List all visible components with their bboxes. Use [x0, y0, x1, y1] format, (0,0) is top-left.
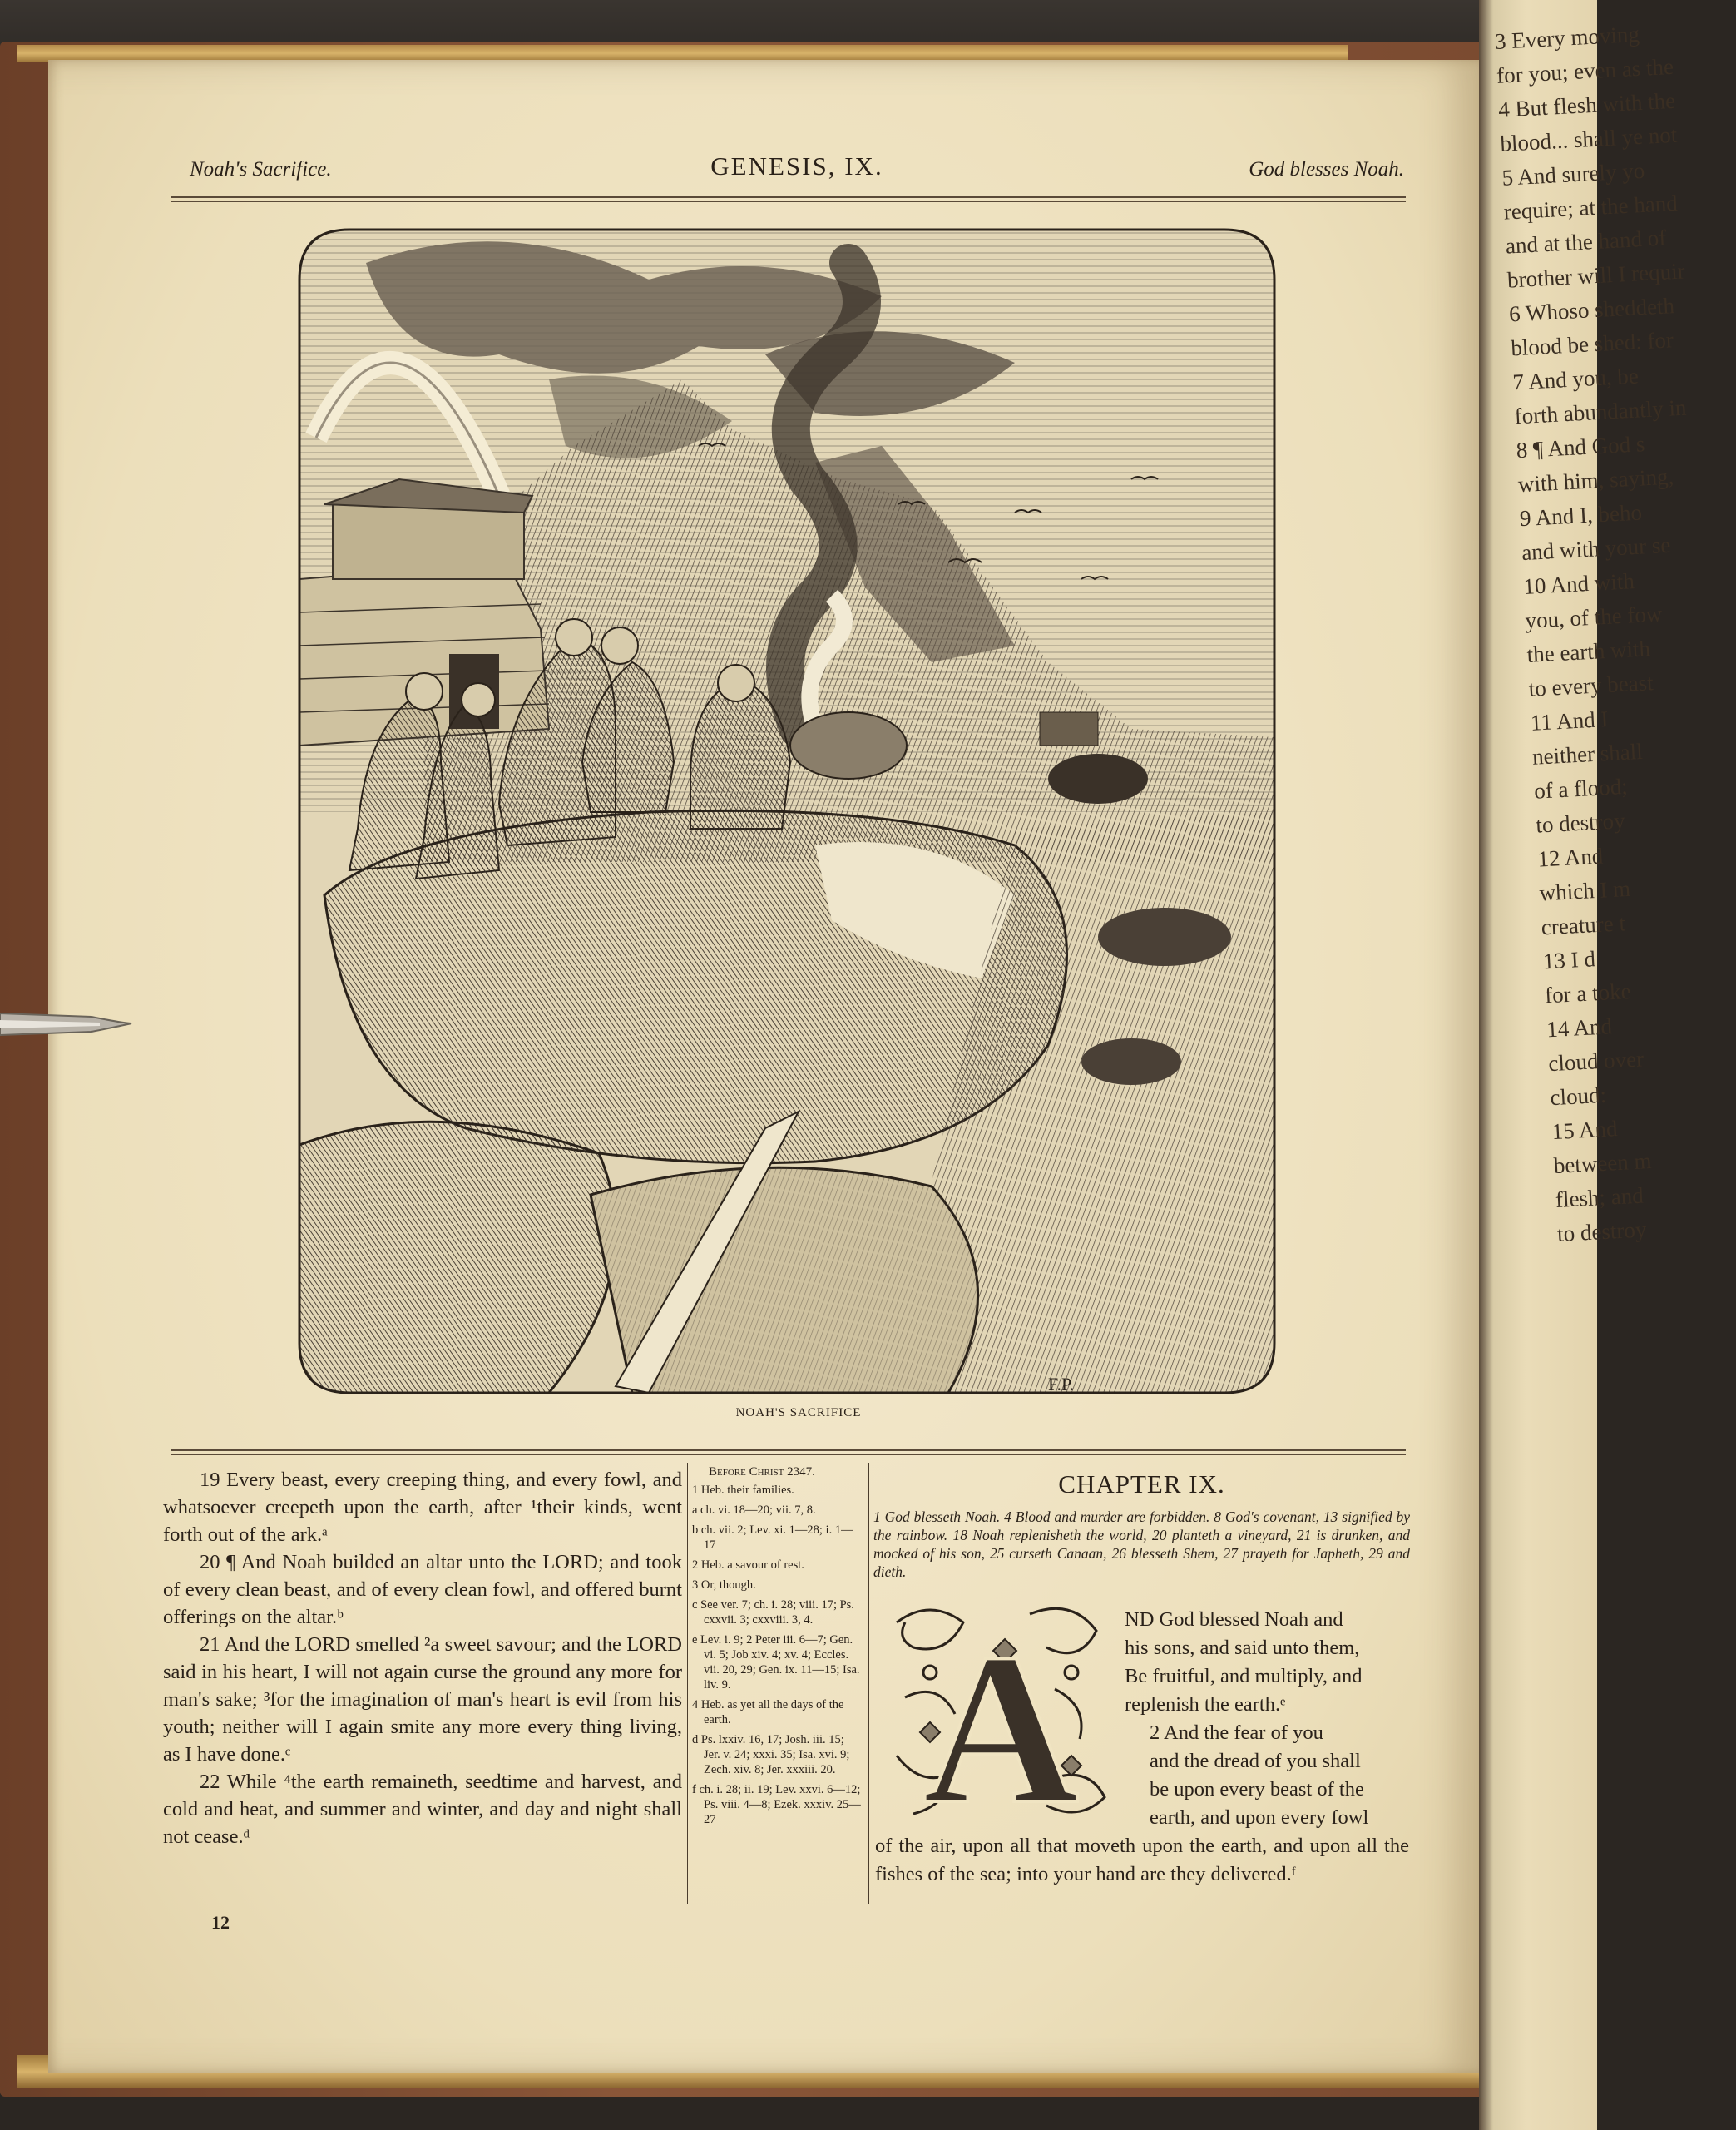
adjacent-page-line: 3 Every moving: [1494, 21, 1640, 54]
marginal-references: [692, 1464, 863, 1832]
reference-note: 1 Heb. their families.: [692, 1484, 794, 1497]
verse-line: his sons, and said unto them,: [1125, 1637, 1360, 1659]
verse-1: [1125, 1606, 1409, 1719]
adjacent-page-line: creature t: [1541, 910, 1626, 940]
adjacent-page-line: 7 And you, be: [1511, 363, 1640, 395]
adjacent-page-line: you, of the fow: [1524, 601, 1664, 633]
adjacent-page-line: and at the hand of: [1505, 225, 1667, 259]
adjacent-page-line: 11 And I: [1530, 706, 1610, 736]
adjacent-page-line: brother will I requir: [1506, 258, 1686, 293]
chronology-heading: Before Christ 2347.: [709, 1465, 815, 1479]
verse-line: 2 And the fear of you: [1150, 1721, 1323, 1744]
chapter-summary: 1 God blesseth Noah. 4 Blood and murder are forbidden. 8 God's covenant, 13 signified by the rainbow. 18 Noah replenisheth the world, 20 planteth a vineyard, 21 is drunken, and mocked of his son, 25 curseth Canaan, 26 blesseth Shem, 27 prayeth for Japheth, 29 and dieth.: [873, 1508, 1410, 1580]
adjacent-page-line: neither shall: [1531, 738, 1644, 770]
verse-line: and the dread of you shall: [1150, 1750, 1361, 1772]
reference-note: e Lev. i. 9; 2 Peter iii. 6—7; Gen. vi. 5; Job xiv. 4; xv. 4; Eccles. vii. 20, 29; Gen. ix. 11—15; Isa. liv. 9.: [692, 1633, 860, 1692]
gilt-edge-top: [17, 45, 1348, 62]
drop-capital-letter: A: [922, 1609, 1079, 1849]
column-divider-left: [687, 1463, 688, 1904]
adjacent-page-line: cloud over: [1547, 1046, 1645, 1077]
engraving-noahs-sacrifice: [299, 230, 1274, 1393]
adjacent-page-line: the earth with: [1526, 636, 1651, 667]
column-divider-right: [868, 1463, 869, 1904]
reference-note: c See ver. 7; ch. i. 28; viii. 17; Ps. cxxvii. 3; cxxviii. 3, 4.: [692, 1598, 854, 1627]
text-top-rule: [171, 1449, 1406, 1451]
adjacent-page-line: require; at the hand: [1502, 190, 1679, 225]
adjacent-page-line: blood be shed: for: [1510, 327, 1674, 361]
adjacent-page-line: 12 And: [1536, 843, 1604, 872]
adjacent-page-line: and with your se: [1521, 532, 1671, 566]
verse-20: 20 ¶ And Noah builded an altar unto the LORD; and took of every clean beast, and of every clean fowl, and offered burnt offerings on the altar.ᵇ: [163, 1551, 682, 1628]
adjacent-page-line: 6 Whoso sheddeth: [1508, 293, 1675, 327]
chapter-body: [875, 1606, 1409, 1889]
adjacent-page-line: 15 And: [1551, 1116, 1619, 1145]
adjacent-page-line: blood... shall ye not: [1499, 121, 1678, 156]
adjacent-page-line: for a toke: [1544, 978, 1632, 1008]
adjacent-page-line: for you; even as the: [1496, 53, 1674, 88]
reference-note: 4 Heb. as yet all the days of the earth.: [692, 1698, 844, 1726]
verse-line: Be fruitful, and multiply, and: [1125, 1665, 1363, 1687]
adjacent-page-line: 4 But flesh with the: [1497, 87, 1676, 122]
reference-note: f ch. i. 28; ii. 19; Lev. xxvi. 6—12; Ps. viii. 4—8; Ezek. xxxiv. 25—27: [692, 1783, 861, 1826]
running-head: [190, 148, 1404, 190]
page-number: 12: [211, 1912, 230, 1933]
adjacent-page-line: to destroy: [1535, 808, 1626, 838]
verse-line: ND God blessed Noah and: [1125, 1608, 1343, 1631]
adjacent-page-line: with him, saying,: [1517, 463, 1674, 498]
reference-note: 2 Heb. a savour of rest.: [692, 1558, 804, 1572]
header-rule: [171, 196, 1406, 198]
bookmark-clip-icon: [0, 998, 133, 1048]
reference-note: d Ps. lxxiv. 16, 17; Josh. iii. 15; Jer. v. 24; xxxi. 35; Isa. xvi. 9; Zech. xiv. 8; Jer. xxxiii. 20.: [692, 1733, 850, 1776]
verse-2-rest: of the air, upon all that moveth upon the earth, and upon all the fishes of the sea; into your hand are they delivered.ᶠ: [875, 1835, 1409, 1885]
engraver-signature: F.P.: [1048, 1374, 1075, 1394]
adjacent-page-line: to every beast: [1528, 670, 1654, 701]
adjacent-page-line: which I m: [1538, 875, 1631, 906]
running-head-left: Noah's Sacrifice.: [190, 158, 332, 181]
verse-22: 22 While ⁴the earth remaineth, seedtime and harvest, and cold and heat, and summer and winter, and day and night shall not cease.ᵈ: [163, 1771, 682, 1848]
adjacent-page-line: 10 And with: [1522, 568, 1635, 600]
running-head-right: God blesses Noah.: [1249, 158, 1404, 181]
verse-19: 19 Every beast, every creeping thing, and every fowl, and whatsoever creepeth upon the earth, after ¹their kinds, went forth out of the ark.ᵃ: [163, 1469, 682, 1546]
adjacent-page-line: 8 ¶ And God s: [1516, 431, 1646, 463]
verse-line: earth, and upon every fowl: [1150, 1806, 1369, 1829]
verse-2-wrapped: [1125, 1719, 1409, 1832]
illustration-caption: NOAH'S SACRIFICE: [735, 1406, 862, 1419]
adjacent-page-line: flesh; and: [1555, 1182, 1645, 1213]
verse-21: 21 And the LORD smelled ²a sweet savour; and the LORD said in his heart, I will not again curse the ground any more for man's sake; ³for the imagination of man's heart is evil from his youth; neither will I again smite any more every thing living, as I have done.ᶜ: [163, 1633, 682, 1766]
verse-column-left: [163, 1466, 682, 1850]
reference-notes: [692, 1483, 863, 1827]
verse-line: replenish the earth.ᵉ: [1125, 1693, 1286, 1716]
verse-line: be upon every beast of the: [1150, 1778, 1364, 1801]
adjacent-page-line: between m: [1553, 1147, 1653, 1179]
adjacent-page-line: forth abundantly in: [1513, 394, 1688, 429]
reference-note: b ch. vii. 2; Lev. xi. 1—28; i. 1—17: [692, 1523, 853, 1552]
adjacent-page-line: to destroy: [1556, 1216, 1648, 1246]
adjacent-page-line: 5 And surely yo: [1501, 157, 1645, 191]
running-head-center: GENESIS, IX.: [710, 151, 883, 181]
chapter-column: [873, 1464, 1410, 1581]
chapter-title: CHAPTER IX.: [1058, 1469, 1225, 1498]
adjacent-page-line: cloud:: [1549, 1082, 1607, 1111]
adjacent-page-line: 14 And: [1546, 1013, 1613, 1043]
adjacent-page-text: [1494, 19, 1688, 1251]
reference-note: a ch. vi. 18—20; vii. 7, 8.: [692, 1503, 816, 1517]
adjacent-page-line: of a flood;: [1533, 773, 1629, 804]
reference-note: 3 Or, though.: [692, 1578, 756, 1592]
adjacent-page-line: 13 I d: [1542, 946, 1596, 974]
adjacent-page: [1479, 0, 1688, 2130]
adjacent-page-line: 9 And I, beho: [1519, 499, 1643, 532]
